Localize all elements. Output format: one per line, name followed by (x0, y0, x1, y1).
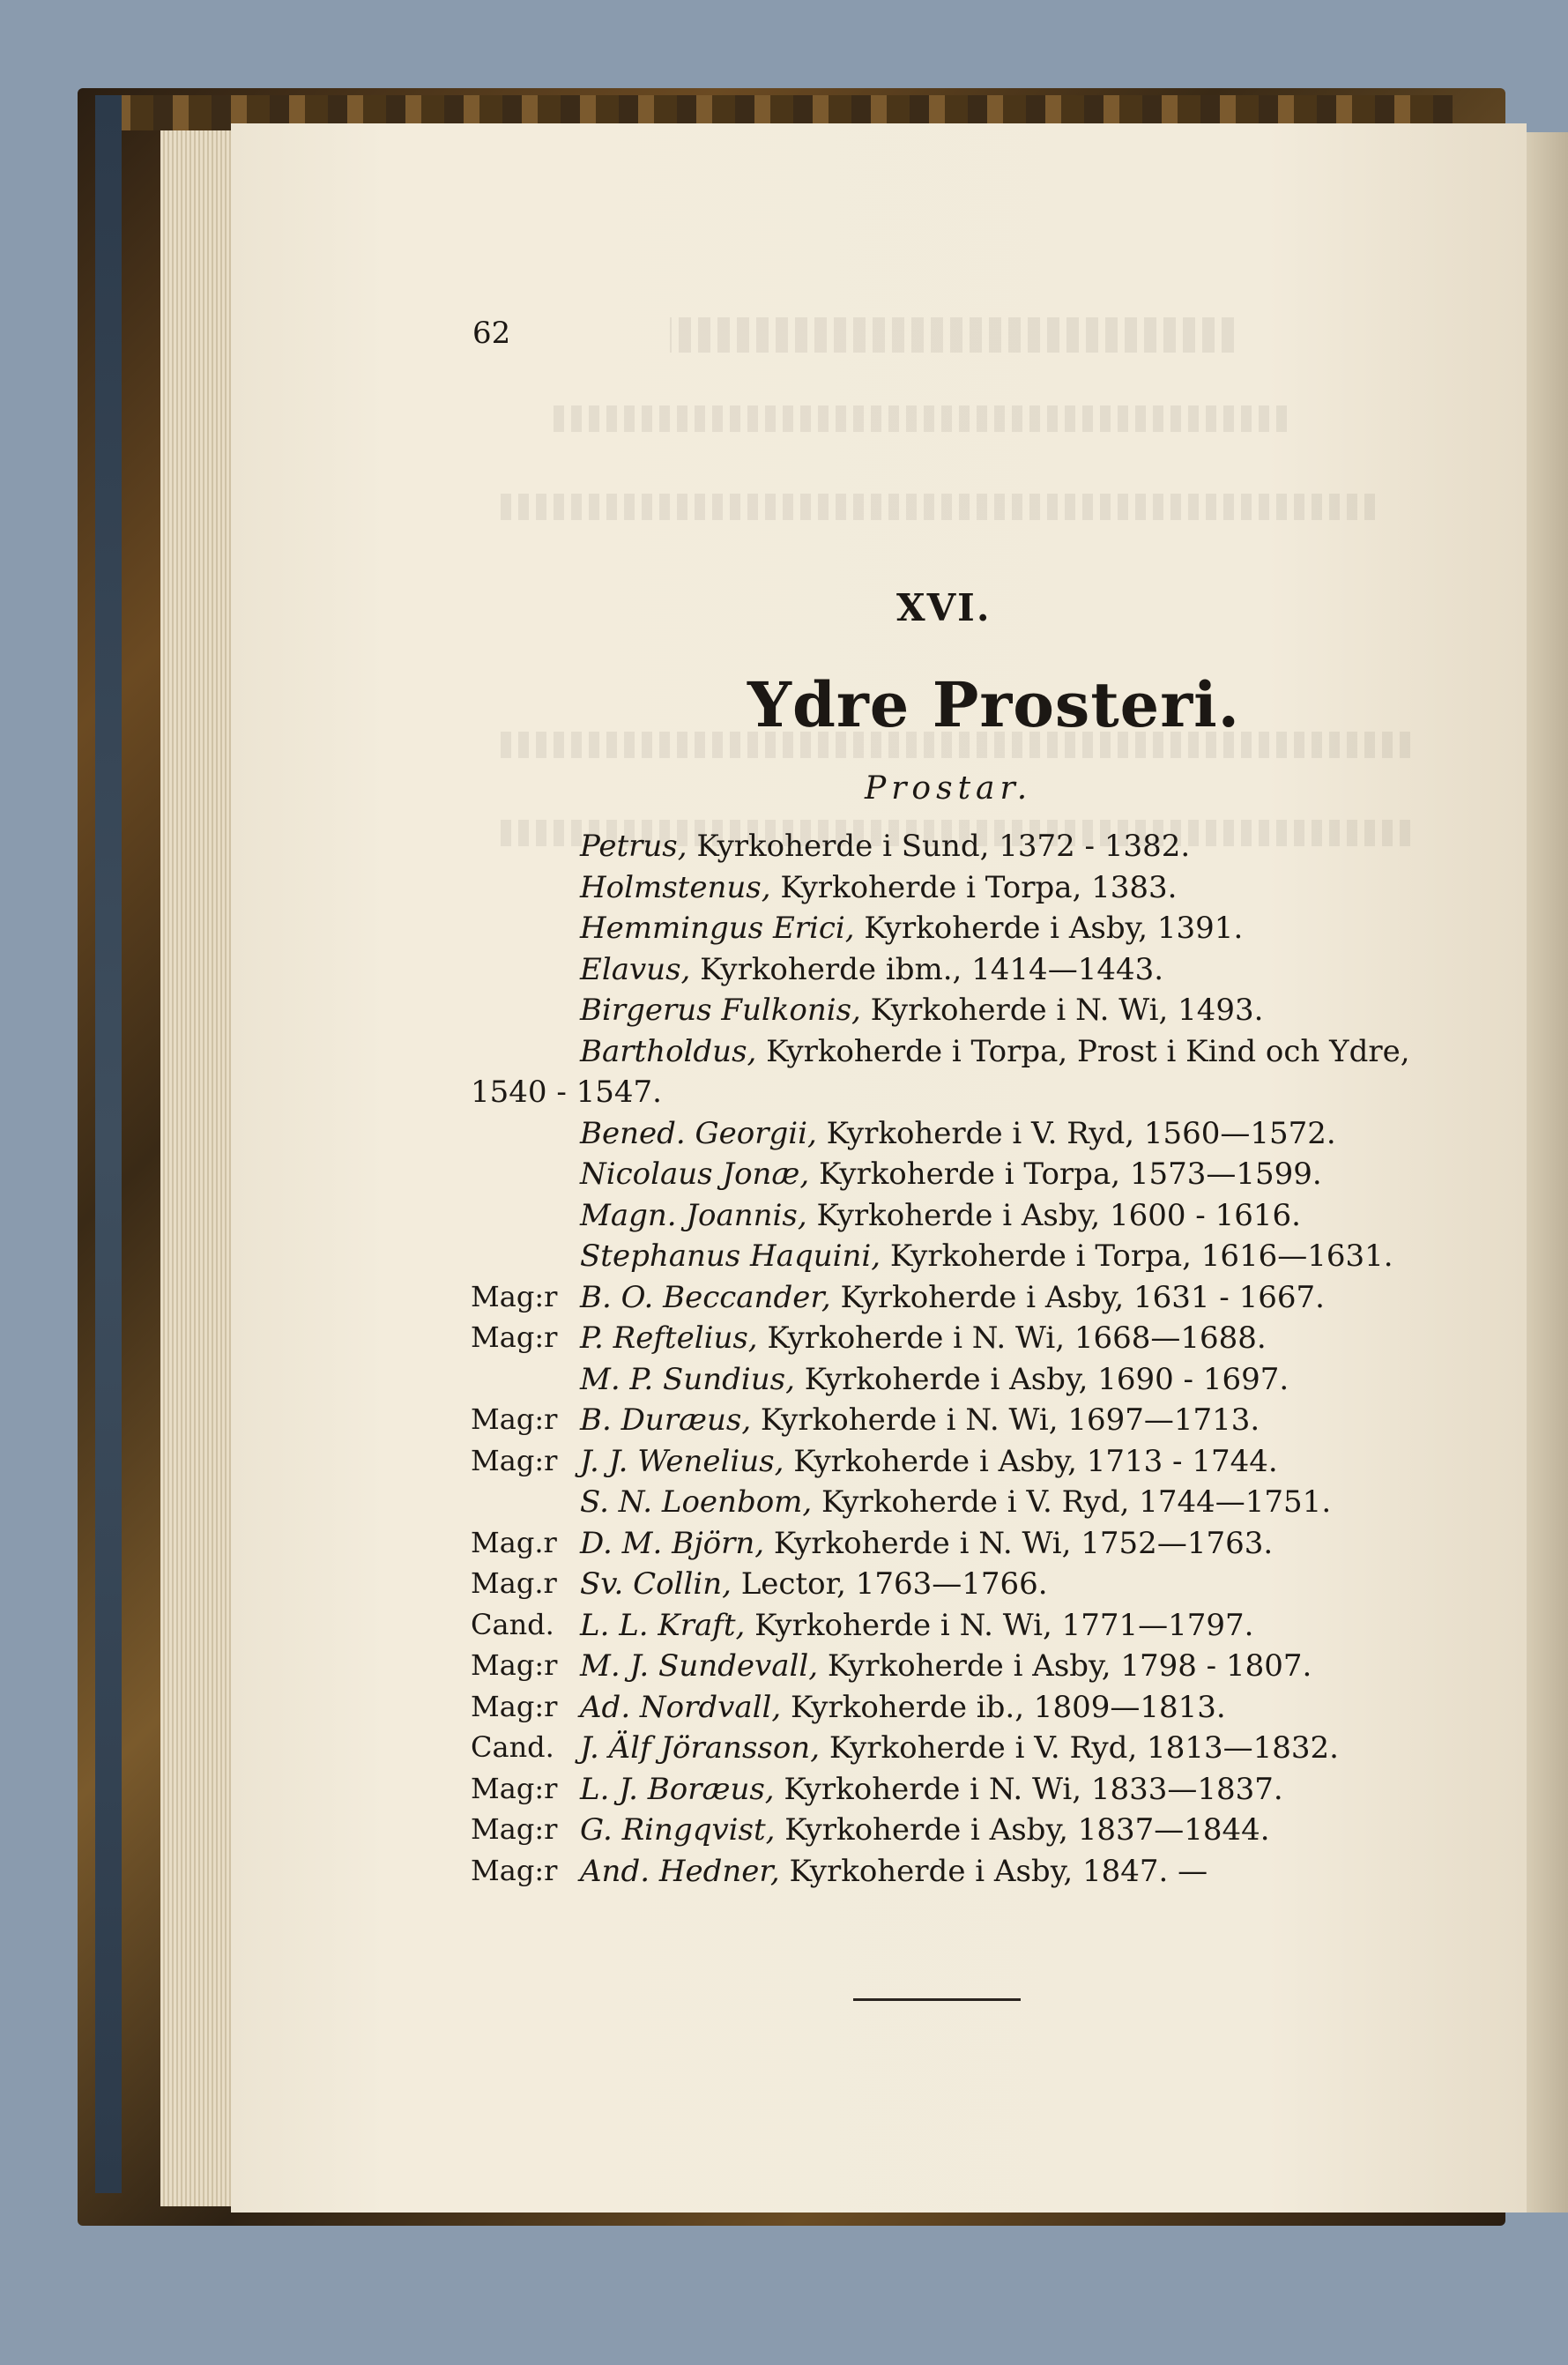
entry-text: Kyrkoherde i N. Wi, 1493. (860, 993, 1264, 1028)
entry-text: Kyrkoherde i V. Ryd, 1813—1832. (820, 1730, 1339, 1766)
person-name: Nicolaus Jonæ, (580, 1156, 810, 1192)
person-name: D. M. Björn, (580, 1525, 765, 1561)
bleed-through (670, 317, 1234, 353)
entry-text: Kyrkoherde i N. Wi, 1668—1688. (757, 1320, 1267, 1356)
entry-text: Kyrkoherde i Asby, 1600 - 1616. (806, 1197, 1301, 1233)
title-prefix: Mag:r (471, 1279, 558, 1313)
title-prefix: Mag.r (471, 1566, 557, 1600)
list-item (580, 829, 1190, 864)
bleed-through (494, 494, 1375, 520)
entry-text: Kyrkoherde i Sund, 1372 - 1382. (687, 829, 1191, 864)
entry-text: Kyrkoherde i Asby, 1631 - 1667. (830, 1279, 1325, 1315)
title-prefix: Mag:r (471, 1320, 558, 1354)
list-item (471, 1771, 1283, 1807)
list-item (580, 952, 1163, 987)
facing-page-edge (1527, 132, 1568, 2213)
list-item (471, 1812, 1270, 1848)
list-item (580, 993, 1263, 1028)
entry-text: Kyrkoherde i Asby, 1847. — (779, 1853, 1208, 1889)
person-name: Petrus, (580, 829, 687, 864)
spine-binding (95, 95, 122, 2193)
entry-text: Kyrkoherde i Asby, 1690 - 1697. (794, 1361, 1289, 1397)
subtitle: Prostar. (865, 770, 1033, 807)
person-name: B. O. Beccander, (580, 1279, 831, 1315)
entry-text: Kyrkoherde ibm., 1414—1443. (690, 951, 1164, 987)
person-name: And. Hedner, (580, 1853, 780, 1889)
list-item (471, 1648, 1312, 1684)
list-item (580, 1238, 1393, 1274)
entry-text: Kyrkoherde i N. Wi, 1771—1797. (745, 1607, 1254, 1643)
list-item (580, 1116, 1336, 1151)
entry-text: Kyrkoherde i Torpa, 1383. (770, 869, 1178, 905)
list-item (580, 1156, 1322, 1192)
title-prefix: Mag:r (471, 1853, 558, 1887)
entry-text: Kyrkoherde i Asby, 1798 - 1807. (818, 1648, 1312, 1684)
entry-text: Kyrkoherde i Asby, 1391. (854, 911, 1244, 946)
page-title: Ydre Prosteri. (747, 668, 1241, 741)
page-number: 62 (472, 316, 511, 351)
list-item (580, 911, 1243, 946)
person-name: Elavus, (580, 951, 691, 987)
person-name: B. Duræus, (580, 1402, 752, 1438)
entry-text: Kyrkoherde i N. Wi, 1697—1713. (751, 1402, 1260, 1438)
list-item (471, 1402, 1260, 1438)
list-item (471, 1279, 1325, 1315)
person-name: L. L. Kraft, (580, 1607, 746, 1643)
list-item (471, 1853, 1208, 1889)
title-prefix: Cand. (471, 1607, 554, 1641)
person-name: M. P. Sundius, (580, 1361, 795, 1397)
list-item (471, 1730, 1339, 1766)
person-name: Sv. Collin, (580, 1566, 732, 1602)
entry-text: Kyrkoherde i N. Wi, 1833—1837. (774, 1771, 1283, 1807)
list-item (471, 1566, 1048, 1602)
list-item (471, 1689, 1226, 1725)
list-item (580, 870, 1178, 905)
person-name: Hemmingus Erici, (580, 911, 855, 946)
list-item (580, 1198, 1301, 1233)
bleed-through (546, 405, 1287, 432)
title-prefix: Mag:r (471, 1443, 558, 1477)
entry-text: Kyrkoherde i V. Ryd, 1744—1751. (812, 1484, 1332, 1520)
person-name: S. N. Loenbom, (580, 1484, 813, 1520)
entry-continuation: 1540 - 1547. (471, 1075, 662, 1110)
person-name: M. J. Sundevall, (580, 1648, 819, 1684)
list-item (580, 1362, 1289, 1397)
entry-text: Lector, 1763—1766. (731, 1566, 1048, 1602)
list-item (471, 1320, 1267, 1356)
list-item (580, 1034, 1410, 1069)
person-name: Stephanus Haquini, (580, 1238, 881, 1274)
person-name: Holmstenus, (580, 869, 771, 905)
section-numeral: XVI. (896, 586, 992, 629)
list-item (471, 1525, 1274, 1561)
list-item (580, 1484, 1331, 1520)
entry-text: Kyrkoherde i Asby, 1713 - 1744. (784, 1443, 1278, 1479)
person-name: J. J. Wenelius, (580, 1443, 784, 1479)
title-prefix: Mag:r (471, 1402, 558, 1436)
entry-text: Kyrkoherde i V. Ryd, 1560—1572. (816, 1115, 1336, 1151)
entry-text: Kyrkoherde i Torpa, Prost i Kind och Ydre, (756, 1033, 1410, 1069)
list-item (471, 1607, 1254, 1643)
person-name: Bened. Georgii, (580, 1115, 817, 1151)
title-prefix: Mag:r (471, 1771, 558, 1805)
closing-rule (853, 1998, 1021, 2001)
title-prefix: Cand. (471, 1730, 554, 1764)
person-name: J. Älf Jöransson, (580, 1730, 821, 1766)
person-name: Magn. Joannis, (580, 1197, 807, 1233)
person-name: L. J. Boræus, (580, 1771, 775, 1807)
title-prefix: Mag:r (471, 1689, 558, 1723)
title-prefix: Mag.r (471, 1525, 557, 1559)
person-name: Ad. Nordvall, (580, 1689, 782, 1725)
entry-text: Kyrkoherde i Torpa, 1573—1599. (809, 1156, 1322, 1192)
entry-text: Kyrkoherde i N. Wi, 1752—1763. (764, 1525, 1274, 1561)
entry-text: Kyrkoherde i Torpa, 1616—1631. (881, 1238, 1393, 1274)
list-item (471, 1443, 1278, 1479)
person-name: Bartholdus, (580, 1033, 757, 1069)
title-prefix: Mag:r (471, 1648, 558, 1682)
person-name: Birgerus Fulkonis, (580, 993, 861, 1028)
entry-text: Kyrkoherde ib., 1809—1813. (781, 1689, 1226, 1725)
title-prefix: Mag:r (471, 1812, 558, 1846)
person-name: P. Reftelius, (580, 1320, 758, 1356)
page-edges (160, 130, 231, 2206)
entry-text: Kyrkoherde i Asby, 1837—1844. (775, 1812, 1270, 1848)
person-name: G. Ringqvist, (580, 1812, 776, 1848)
